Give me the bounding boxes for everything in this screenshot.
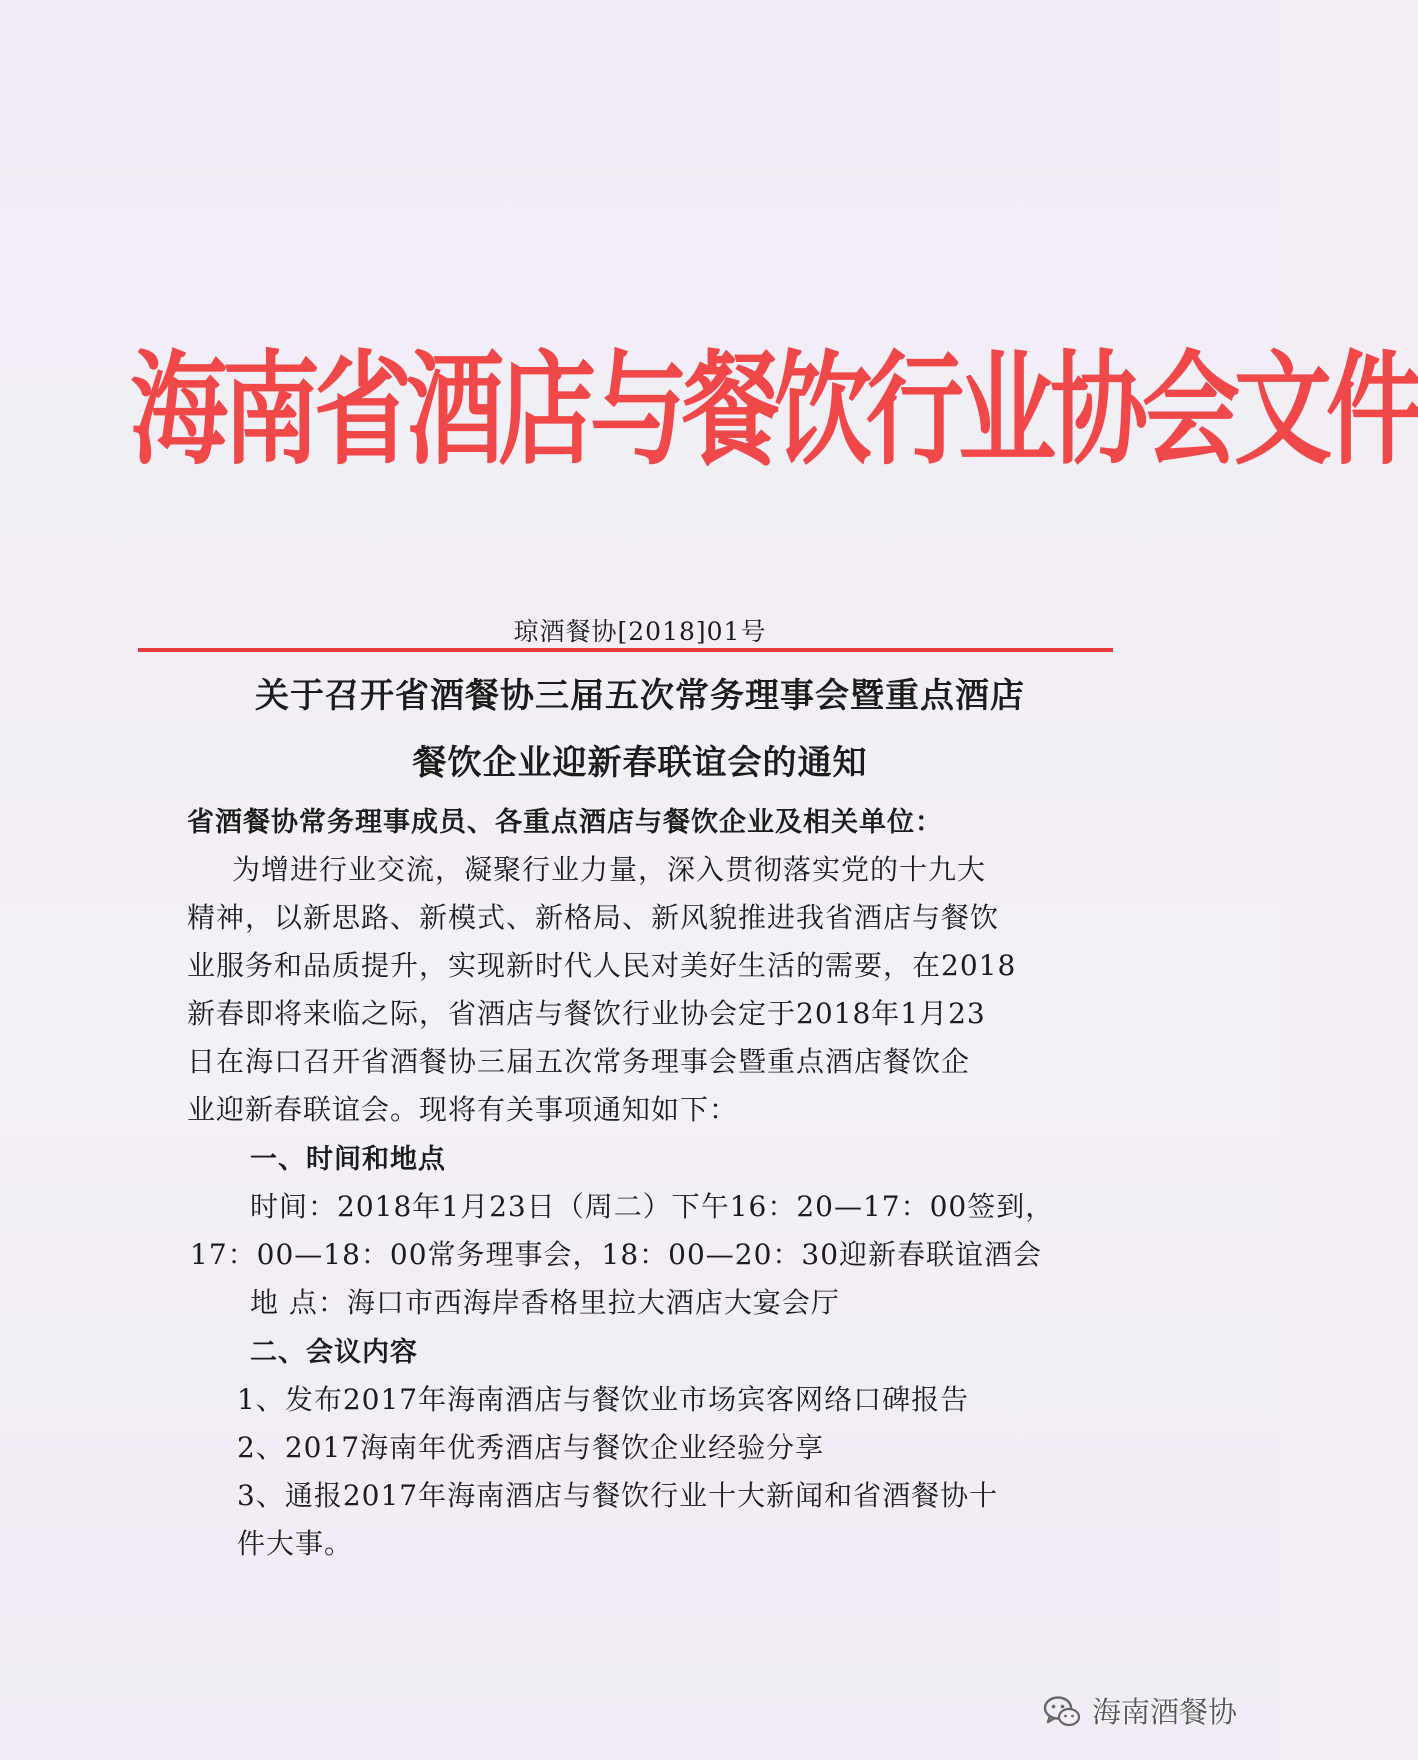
document-number: 琼酒餐协[2018]01号 [513, 617, 767, 646]
body-line-2: 精神，以新思路、新模式、新格局、新风貌推进我省酒店与餐饮 [187, 901, 1000, 934]
red-divider-rule [138, 648, 1113, 652]
watermark-text: 海南酒餐协 [1092, 1695, 1238, 1729]
section-2-heading: 二、会议内容 [250, 1337, 418, 1368]
place-line: 地 点：海口市西海岸香格里拉大酒店大宴会厅 [250, 1286, 840, 1319]
agenda-item-3: 3、通报2017年海南酒店与餐饮行业十大新闻和省酒餐协十 [237, 1479, 999, 1512]
body-line-4: 新春即将来临之际，省酒店与餐饮行业协会定于2018年1月23 [187, 997, 986, 1030]
agenda-item-3-continued: 件大事。 [237, 1527, 354, 1560]
wechat-watermark [1042, 1690, 1237, 1731]
wechat-icon [1042, 1691, 1082, 1731]
body-line-1: 为增进行业交流，凝聚行业力量，深入贯彻落实党的十九大 [232, 853, 987, 886]
agenda-item-2: 2、2017海南年优秀酒店与餐饮企业经验分享 [237, 1431, 825, 1464]
body-line-5: 日在海口召开省酒餐协三届五次常务理事会暨重点酒店餐饮企 [187, 1045, 971, 1078]
notice-title-line-2: 餐饮企业迎新春联谊会的通知 [412, 743, 868, 783]
time-line-2: 17：00—18：00常务理事会，18：00—20：30迎新春联谊酒会 [190, 1238, 1043, 1271]
body-line-3: 业服务和品质提升，实现新时代人民对美好生活的需要，在2018 [187, 949, 1017, 982]
time-line-1: 时间：2018年1月23日（周二）下午16：20—17：00签到， [250, 1190, 1055, 1223]
agenda-item-1: 1、发布2017年海南酒店与餐饮业市场宾客网络口碑报告 [237, 1383, 970, 1416]
org-header-title: 海南省酒店与餐饮行业协会文件 [130, 338, 1418, 483]
addressee: 省酒餐协常务理事成员、各重点酒店与餐饮企业及相关单位： [187, 807, 943, 838]
body-line-6: 业迎新春联谊会。现将有关事项通知如下： [187, 1093, 739, 1126]
section-1-heading: 一、时间和地点 [250, 1144, 446, 1175]
notice-title-line-1: 关于召开省酒餐协三届五次常务理事会暨重点酒店 [255, 676, 1025, 716]
